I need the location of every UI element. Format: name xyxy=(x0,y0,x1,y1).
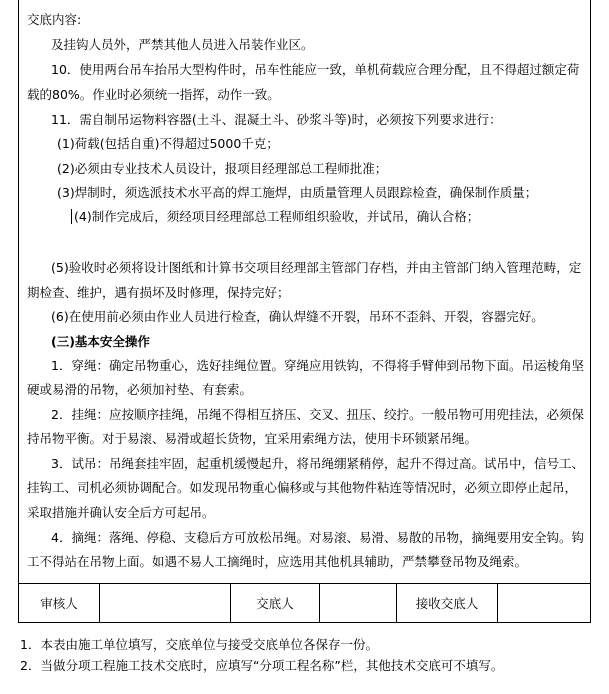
content-line: 4．摘绳：落绳、停稳、支稳后方可放松吊绳。对易滚、易滑、易散的吊物，摘绳要用安全钩。钩 xyxy=(51,530,584,545)
disclosure-form xyxy=(18,0,591,623)
content-line: 期检查、维护，遇有损坏及时修理，保持完好； xyxy=(27,285,290,300)
content-line: 及挂钩人员外，严禁其他人员进入吊装作业区。 xyxy=(51,37,314,52)
content-line: 10．使用两台吊车抬吊大型构件时，吊车性能应一致，单机荷载应合理分配，且不得超过额定荷 xyxy=(51,62,580,77)
disclosure-content xyxy=(19,0,590,604)
content-line: 2．挂绳：应按顺序挂绳，吊绳不得相互挤压、交叉、扭压、绞拧。一般吊物可用兜挂法，必须保 xyxy=(51,407,584,422)
section-heading: (三)基本安全操作 xyxy=(51,334,150,349)
content-line: (1)荷载(包括自重)不得超过5000千克； xyxy=(57,136,279,151)
discloser-signature-cell[interactable] xyxy=(320,584,396,623)
content-line: 持吊物平衡。对于易滚、易滑或超长货物，宜采用索绳方法，使用卡环锁紧吊绳。 xyxy=(27,431,478,446)
content-line: 挂钩工、司机必须协调配合。如发现吊物重心偏移或与其他物件粘连等情况时，必须立即停止起吊， xyxy=(27,480,578,495)
reviewer-signature-cell[interactable] xyxy=(100,584,230,623)
discloser-label: 交底人 xyxy=(256,596,294,611)
content-line: 工不得站在吊物上面。如遇不易人工摘绳时，应选用其他机具辅助，严禁攀登吊物及绳索。 xyxy=(27,554,528,569)
content-line: (2)必须由专业技术人员设计，报项目经理部总工程师批准； xyxy=(57,161,388,176)
content-line: 11．需自制吊运物料容器(土斗、混凝土斗、砂浆斗等)时，必须按下列要求进行： xyxy=(51,112,502,127)
receiver-signature-cell[interactable] xyxy=(498,584,590,623)
signature-row xyxy=(19,583,590,623)
footnote: 1．本表由施工单位填写，交底单位与接受交底单位各保存一份。 xyxy=(20,637,378,652)
content-line: (5)验收时必须将设计图纸和计算书交项目经理部主管部门存档，并由主管部门纳入管理范畴，定 xyxy=(51,260,582,275)
receiver-label: 接收交底人 xyxy=(415,596,479,611)
content-line: 1．穿绳：确定吊物重心，选好挂绳位置。穿绳应用铁钩，不得将手臂伸到吊物下面。吊运棱角坚 xyxy=(51,358,584,373)
section-label: 交底内容: xyxy=(27,12,82,27)
text-cursor xyxy=(71,209,72,224)
content-line: (3)焊制时，须选派技术水平高的焊工施焊，由质量管理人员跟踪检查，确保制作质量； xyxy=(57,185,538,200)
content-line: 硬或易滑的吊物，必须加衬垫、有套索。 xyxy=(27,382,253,397)
content-line: (4)制作完成后，须经项目经理部总工程师组织验收，并试吊，确认合格； xyxy=(74,209,480,224)
content-line: 3．试吊：吊绳套挂牢固，起重机缓慢起升，将吊绳绷紧稍停，起升不得过高。试吊中，信号工、 xyxy=(51,456,584,471)
content-line: 采取措施并确认安全后方可起吊。 xyxy=(27,505,215,520)
content-line: (6)在使用前必须由作业人员进行检查，确认焊缝不开裂，吊环不歪斜、开裂，容器完好。 xyxy=(51,309,544,324)
content-line: 载的80%。作业时必须统一指挥，动作一致。 xyxy=(27,87,280,102)
reviewer-label: 审核人 xyxy=(40,596,78,611)
footnote: 2．当做分项工程施工技术交底时，应填写“分项工程名称”栏，其他技术交底可不填写。 xyxy=(20,658,504,673)
